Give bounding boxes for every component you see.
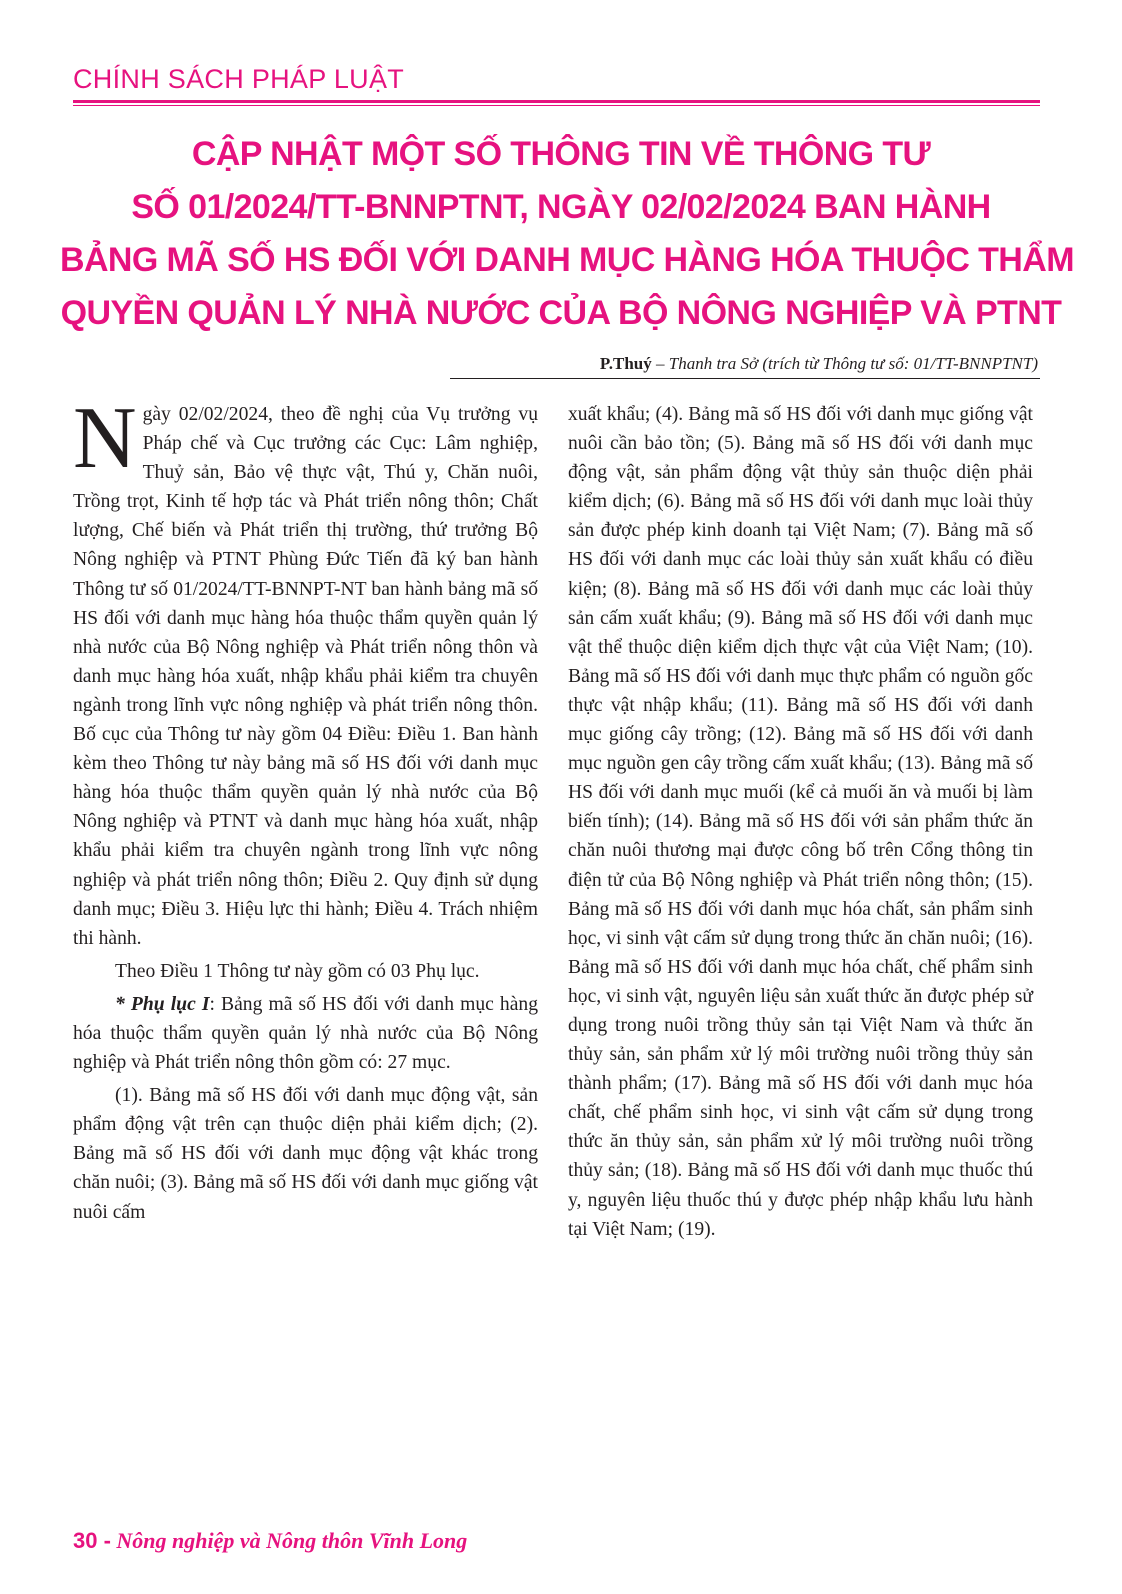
title-line: CẬP NHẬT MỘT SỐ THÔNG TIN VỀ THÔNG TƯ [191, 135, 931, 173]
magazine-name: Nông nghiệp và Nông thôn Vĩnh Long [116, 1528, 468, 1553]
appendix-text: : Bảng mã số HS đối với danh mục hàng hóa thuộc thẩm quyền quản lý nhà nước của Bộ Nông nghiệp và Phát triển nông thôn gồm có: 27 mục. [73, 993, 539, 1074]
article-title [60, 128, 1074, 340]
left-column [73, 390, 539, 1231]
paragraph: (1). Bảng mã số HS đối với danh mục động vật, sản phẩm động vật trên cạn thuộc diện phải kiểm dịch; (2). Bảng mã số HS đối với danh mục động vật khác trong chăn nuôi; (3). Bảng mã số HS đối với danh mục giống vật nuôi cấm [73, 1085, 538, 1223]
header-rule [73, 100, 1040, 103]
paragraph: Theo Điều 1 Thông tư này gồm có 03 Phụ lục. [115, 960, 480, 982]
page-number: 30 - [73, 1528, 111, 1553]
right-column [568, 400, 1033, 1248]
byline-rule [450, 378, 1040, 379]
title-line: BẢNG MÃ SỐ HS ĐỐI VỚI DANH MỤC HÀNG HÓA THUỘC THẨM [60, 241, 1074, 279]
paragraph-appendix [73, 990, 538, 1077]
header-rule-thin [73, 105, 1040, 106]
appendix-heading: * Phụ lục I [115, 993, 210, 1015]
paragraph-continued: xuất khẩu; (4). Bảng mã số HS đối với danh mục giống vật nuôi cần bảo tồn; (5). Bảng mã số HS đối với danh mục động vật, sản phẩm động vật thủy sản thuộc diện phải kiểm dịch; (6). Bảng mã số HS đối với danh mục loài thủy sản được phép kinh doanh tại Việt Nam; (7). Bảng mã số HS đối với danh mục các loài thủy sản xuất khẩu có điều kiện; (8). Bảng mã số HS đối với danh mục các loài thủy sản cấm xuất khẩu; (9). Bảng mã số HS đối với danh mục vật thể thuộc diện kiểm dịch thực vật của Việt Nam; (10). Bảng mã số HS đối với danh mục thực phẩm có nguồn gốc thực vật nhập khẩu; (11). Bảng mã số HS đối với danh mục giống cây trồng; (12). Bảng mã số HS đối với danh mục nguồn gen cây trồng cấm xuất khẩu; (13). Bảng mã số HS đối với danh mục muối (kể cả muối ăn và muối bị làm biến tính); (14). Bảng mã số HS đối với sản phẩm thức ăn chăn nuôi thương mại được công bố trên Cổng thông tin điện tử của Bộ Nông nghiệp và Phát triển nông thôn; (15). Bảng mã số HS đối với danh mục hóa chất, sản phẩm sinh học, vi sinh vật cấm sử dụng trong thức ăn chăn nuôi; (16). Bảng mã số HS đối với danh mục hóa chất, chế phẩm sinh học, vi sinh vật, nguyên liệu sản xuất thức ăn được phép sử dụng trong nuôi trồng thủy sản tại Việt Nam và thức ăn thủy sản, sản phẩm xử lý môi trường nuôi trồng thủy sản thành phẩm; (17). Bảng mã số HS đối với danh mục hóa chất, chế phẩm sinh học, vi sinh vật cấm sử dụng trong thức ăn thủy sản, sản phẩm xử lý môi trường nuôi trồng thủy sản; (18). Bảng mã số HS đối với danh mục thuốc thú y, nguyên liệu thuốc thú y được phép nhập khẩu lưu hành tại Việt Nam; (19). [568, 404, 1033, 1240]
dropcap: N [73, 390, 137, 487]
title-line: QUYỀN QUẢN LÝ NHÀ NƯỚC CỦA BỘ NÔNG NGHIỆP VÀ PTNT [60, 294, 1062, 332]
title-line: SỐ 01/2024/TT-BNNPTNT, NGÀY 02/02/2024 BAN HÀNH [131, 188, 991, 226]
section-label: CHÍNH SÁCH PHÁP LUẬT [73, 64, 405, 94]
author: P.Thuý [599, 354, 652, 373]
paragraph-intro [73, 390, 538, 953]
byline-separator: – [651, 354, 669, 373]
paragraph-intro-text: gày 02/02/2024, theo đề nghị của Vụ trưởng vụ Pháp chế và Cục trưởng các Cục: Lâm nghiệp, Thuỷ sản, Bảo vệ thực vật, Thú y, Chăn nuôi, Trồng trọt, Kinh tế hợp tác và Phát triển nông thôn; Chất lượng, Chế biến và Phát triển thị trường, thứ trưởng Bộ Nông nghiệp và PTNT Phùng Đức Tiến đã ký ban hành Thông tư số 01/2024/TT-BNNPT-NT ban hành bảng mã số HS đối với danh mục hàng hóa thuộc thẩm quyền quản lý nhà nước của Bộ Nông nghiệp và Phát triển nông thôn và danh mục hàng hóa xuất, nhập khẩu phải kiểm tra chuyên ngành trong lĩnh vực nông nghiệp và phát triển nông thôn. Bố cục của Thông tư này gồm 04 Điều: Điều 1. Ban hành kèm theo Thông tư này bảng mã số HS đối với danh mục hàng hóa thuộc thẩm quyền quản lý nhà nước của Bộ Nông nghiệp và PTNT và danh mục hàng hóa xuất, nhập khẩu phải kiểm tra chuyên ngành trong lĩnh vực nông nghiệp và phát triển nông thôn; Điều 2. Quy định sử dụng danh mục; Điều 3. Hiệu lực thi hành; Điều 4. Trách nhiệm thi hành. [73, 404, 538, 949]
byline-source: Thanh tra Sở (trích từ Thông tư số: 01/TT-BNNPTNT) [668, 354, 1038, 373]
page-footer [73, 1528, 467, 1554]
byline [600, 354, 1038, 374]
